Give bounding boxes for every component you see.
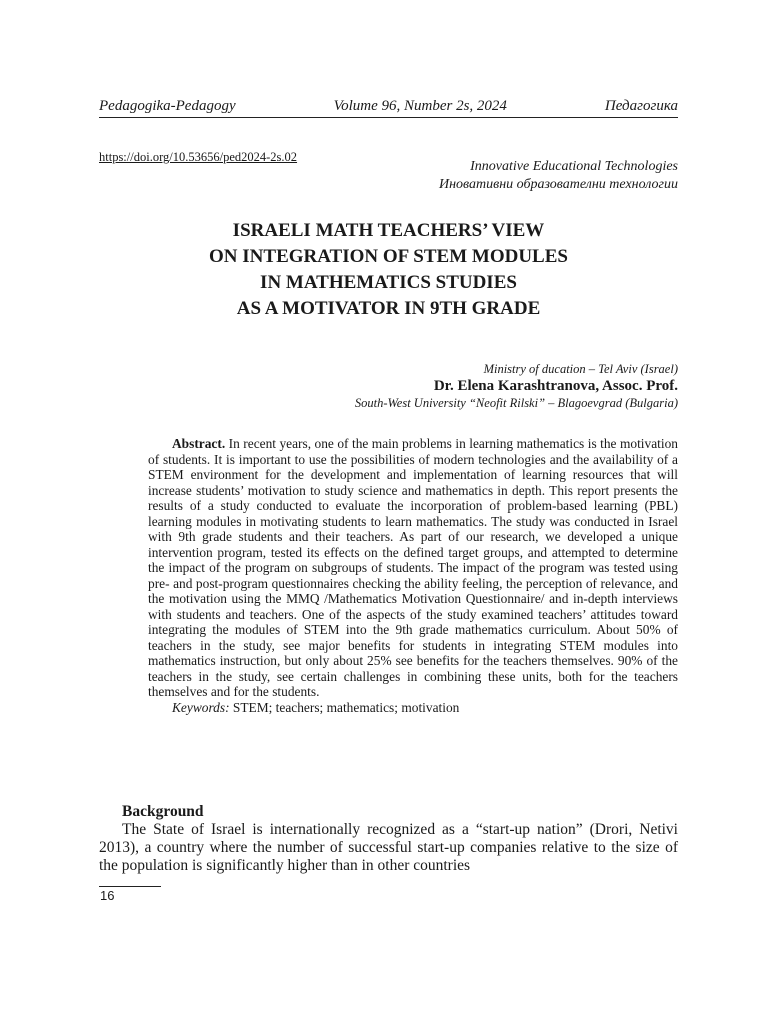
author-affiliation-1: Ministry of ducation – Tel Aviv (Israel) — [483, 362, 678, 376]
background-section — [99, 803, 678, 875]
footnote-divider — [99, 886, 161, 887]
journal-volume: Volume 96, Number 2s, 2024 — [333, 98, 507, 114]
abstract-text: In recent years, one of the main problems in learning mathematics is the motivation of students. It is important to use the possibilities of modern technologies and the availability of a STEM environment for the development and implementation of learning resources that will increase students’ motivation to study science and mathematics in depth. This report presents the results of a study conducted to evaluate the incorporation of problem-based learning (PBL) learning modules in motivating students to learn mathematics. The study was conducted in Israel with 9th grade students and their teachers. As part of our research, we developed a unique intervention program, tested its effects on the defined target groups, and attempted to determine the impact of the program on subgroups of students. The impact of the program was tested using pre- and post-program questionnaires checking the ability feeling, the perception of relevance, and the motivation using the MMQ /Mathematics Motivation Questionnaire/ and in-depth interviews with students and teachers. One of the aspects of the study examined teachers’ attitudes toward integrating the modules of STEM into the 9th grade mathematics curriculum. About 50% of teachers in the study, see major benefits for students in integrating STEM modules into mathematics instruction, but only about 25% see benefits for the teachers themselves. 90% of the teachers in the study, see certain challenges in combining these units, both for the teachers themselves and for the students. — [148, 436, 678, 699]
keywords-paragraph — [148, 700, 678, 716]
author-name-2: Dr. Elena Karashtranova, Assoc. Prof. — [433, 378, 678, 394]
journal-name-cyrillic: Педагогика — [604, 98, 678, 114]
title-line: ISRAELI MATH TEACHERS’ VIEW — [232, 220, 545, 241]
abstract-paragraph — [148, 436, 678, 700]
keywords-text: STEM; teachers; mathematics; motivation — [232, 699, 460, 715]
page-number: 16 — [100, 888, 115, 903]
section-label — [439, 158, 678, 194]
section-bulgarian: Иновативни образователни технологии — [439, 177, 678, 192]
keywords-label: Keywords: — [172, 699, 230, 715]
title-line: ON INTEGRATION OF STEM MODULES — [209, 246, 568, 267]
title-line: IN MATHEMATICS STUDIES — [260, 272, 517, 293]
author-block — [355, 361, 678, 412]
background-heading: Background — [122, 803, 204, 820]
title-line: AS A MOTIVATOR IN 9TH GRADE — [236, 298, 541, 319]
author-affiliation-2: South-West University “Neofit Rilski” – Blagoevgrad (Bulgaria) — [354, 396, 678, 410]
abstract — [148, 436, 678, 715]
journal-name: Pedagogika-Pedagogy — [99, 98, 236, 114]
doi-link[interactable]: https://doi.org/10.53656/ped2024-2s.02 — [99, 150, 298, 164]
section-english: Innovative Educational Technologies — [470, 159, 678, 174]
background-paragraph: The State of Israel is internationally recognized as a “start-up nation” (Drori, Netivi 2013), a country where the number of successful start-up companies relative to the size of the population is significantly higher than in other countries — [99, 821, 678, 874]
running-header — [99, 98, 678, 118]
paper-title — [99, 218, 678, 322]
abstract-label: Abstract. — [172, 436, 226, 451]
